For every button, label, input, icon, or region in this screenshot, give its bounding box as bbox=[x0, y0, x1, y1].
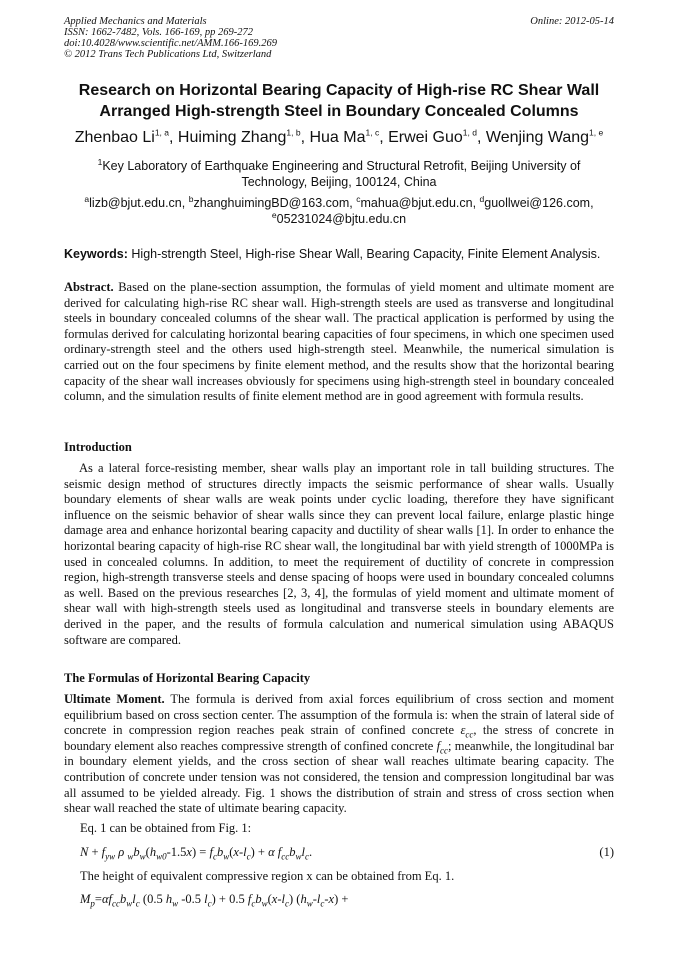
author: Zhenbao Li$^{1, a}$, bbox=[74, 127, 178, 146]
keywords-label: Keywords: bbox=[64, 247, 128, 261]
author: Huiming Zhang$^{1, b}$, bbox=[177, 127, 310, 146]
equation-2: $M_p=\alpha f_{cc}b_wl_c$ (0.5 $h_w$ -0.5 $l_c) + 0.5$ $f_cb_w(x-l_c) (h_w-l_c-x)$ + bbox=[80, 892, 349, 909]
author: Erwei Guo$^{1, d}$, bbox=[388, 127, 486, 146]
journal-header bbox=[64, 16, 277, 60]
issn-line: ISSN: 1662-7482, Vols. 166-169, pp 269-272 bbox=[64, 27, 253, 38]
journal-name: Applied Mechanics and Materials bbox=[64, 16, 207, 27]
introduction-paragraph: As a lateral force-resisting member, shear walls play an important role in tall building structures. The seismic design method of structures directly impacts the seismic performance of shear walls. Usually boundary elements of shear walls are weak points under cyclic loading, therefore they have significant influence on the seismic behavior of shear walls since they can prevent local failure, enlarge plastic hinge damage area and enhance horizontal bearing capacity and ductility of shear walls [1]. In order to enhance the horizontal bearing capacity of high-rise RC shear wall, the longitudinal bar with yield strength of 1000MPa is used in concealed columns. In addition, to meet the requirement of ductility of concrete in compression region, high-strength transverse steels and dense spacing of hoops were used in boundary concealed columns as well. Based on the previous researches [2, 3, 4], the formulas of yield moment and ultimate moment of shear wall with high-strength steels used as longitudinal and transverse steels in boundary elements are derived in the paper, and the results of formula calculation and numerical simulation using ABAQUS software are compared. bbox=[64, 461, 614, 647]
email[interactable]: $^b$zhanghuimingBD@163.com, bbox=[188, 193, 357, 210]
title-line-1: Research on Horizontal Bearing Capacity of High-rise RC Shear Wall bbox=[78, 82, 600, 99]
section-heading-introduction: Introduction bbox=[64, 440, 132, 454]
section-heading-formulas: The Formulas of Horizontal Bearing Capacity bbox=[64, 671, 311, 685]
abstract bbox=[64, 280, 614, 405]
equation-number: (1) bbox=[599, 845, 614, 859]
equation-intro: Eq. 1 can be obtained from Fig. 1: bbox=[80, 821, 252, 835]
email[interactable]: $^a$lizb@bjut.edu.cn, bbox=[84, 193, 189, 210]
author: Hua Ma$^{1, c}$, bbox=[309, 127, 389, 146]
paper-title bbox=[64, 80, 614, 122]
keywords-text: High-strength Steel, High-rise Shear Wall, Bearing Capacity, Finite Element Analysis. bbox=[131, 247, 601, 261]
abstract-label: Abstract. bbox=[64, 280, 114, 294]
email-list bbox=[64, 195, 614, 227]
online-date: Online: 2012-05-14 bbox=[530, 16, 614, 27]
keywords bbox=[64, 247, 614, 261]
title-line-2: Arranged High-strength Steel in Boundary Concealed Columns bbox=[99, 103, 579, 120]
email[interactable]: $^c$mahua@bjut.edu.cn, bbox=[356, 193, 480, 210]
height-text: The height of equivalent compressive region x can be obtained from Eq. 1. bbox=[80, 869, 455, 883]
author-list bbox=[64, 129, 614, 147]
equation-1: $N + f_{yw}$ ρ $_wb_w(h_{w0}-1.5x) = f_cb_w(x-l_c) + \alpha$ $f_{cc}b_wl_c$. (1) bbox=[80, 845, 614, 862]
copyright-line: © 2012 Trans Tech Publications Ltd, Switzerland bbox=[64, 49, 272, 60]
author: Wenjing Wang$^{1, e}$ bbox=[485, 127, 604, 146]
email[interactable]: $^d$guollwei@126.com, bbox=[479, 193, 594, 210]
affiliation: $^1$Key Laboratory of Earthquake Engineering and Structural Retrofit, Beijing University of Technology, Beijing, 100124, China bbox=[97, 156, 581, 189]
ultimate-moment-paragraph: Ultimate Moment. The formula is derived from axial forces equilibrium of cross section and moment equilibrium based on cross section center. The assumption of the formula is: when the strain of lateral side of concrete in compression region reaches peak strain of confined concrete $\varepsilon_{cc}$, the stress of concrete in boundary element also reaches compressive strength of confined concrete $f_{cc}$; meanwhile, the longitudinal bar in boundary element yields, and the cross section of shear wall reaches ultimate bearing capacity. The contribution of concrete under tension was not considered, the tension and compression longitudinal bar was all assumed to be yielded already. Fig. 1 shows the distribution of strain and stress of cross section when shear wall reached the state of ultimate bearing capacity. bbox=[64, 692, 615, 816]
doi-line: doi:10.4028/www.scientific.net/AMM.166-169.269 bbox=[64, 38, 277, 49]
abstract-text: Based on the plane-section assumption, the formulas of yield moment and ultimate moment are derived for calculating high-rise RC shear wall. High-strength steels are used as transverse and longitudinal steels in boundary concealed columns of the shear wall. The practical application is performed by using the formulas derived for calculating horizontal bearing capacities of four specimens, in which one specimen used ordinary-strength steel and the others used high-strength steel. Meanwhile, the numerical simulation is carried out on the four specimens by finite element method, and the results show that the horizontal bearing capacity of the shear wall increases obviously for specimens using high-strength steel in boundary concealed column, and the simulation results of finite element method are in good agreement with formula results. bbox=[64, 280, 615, 404]
email[interactable]: $^e$05231024@bjtu.edu.cn bbox=[271, 209, 407, 226]
ultimate-moment-label: Ultimate Moment. bbox=[64, 692, 165, 706]
